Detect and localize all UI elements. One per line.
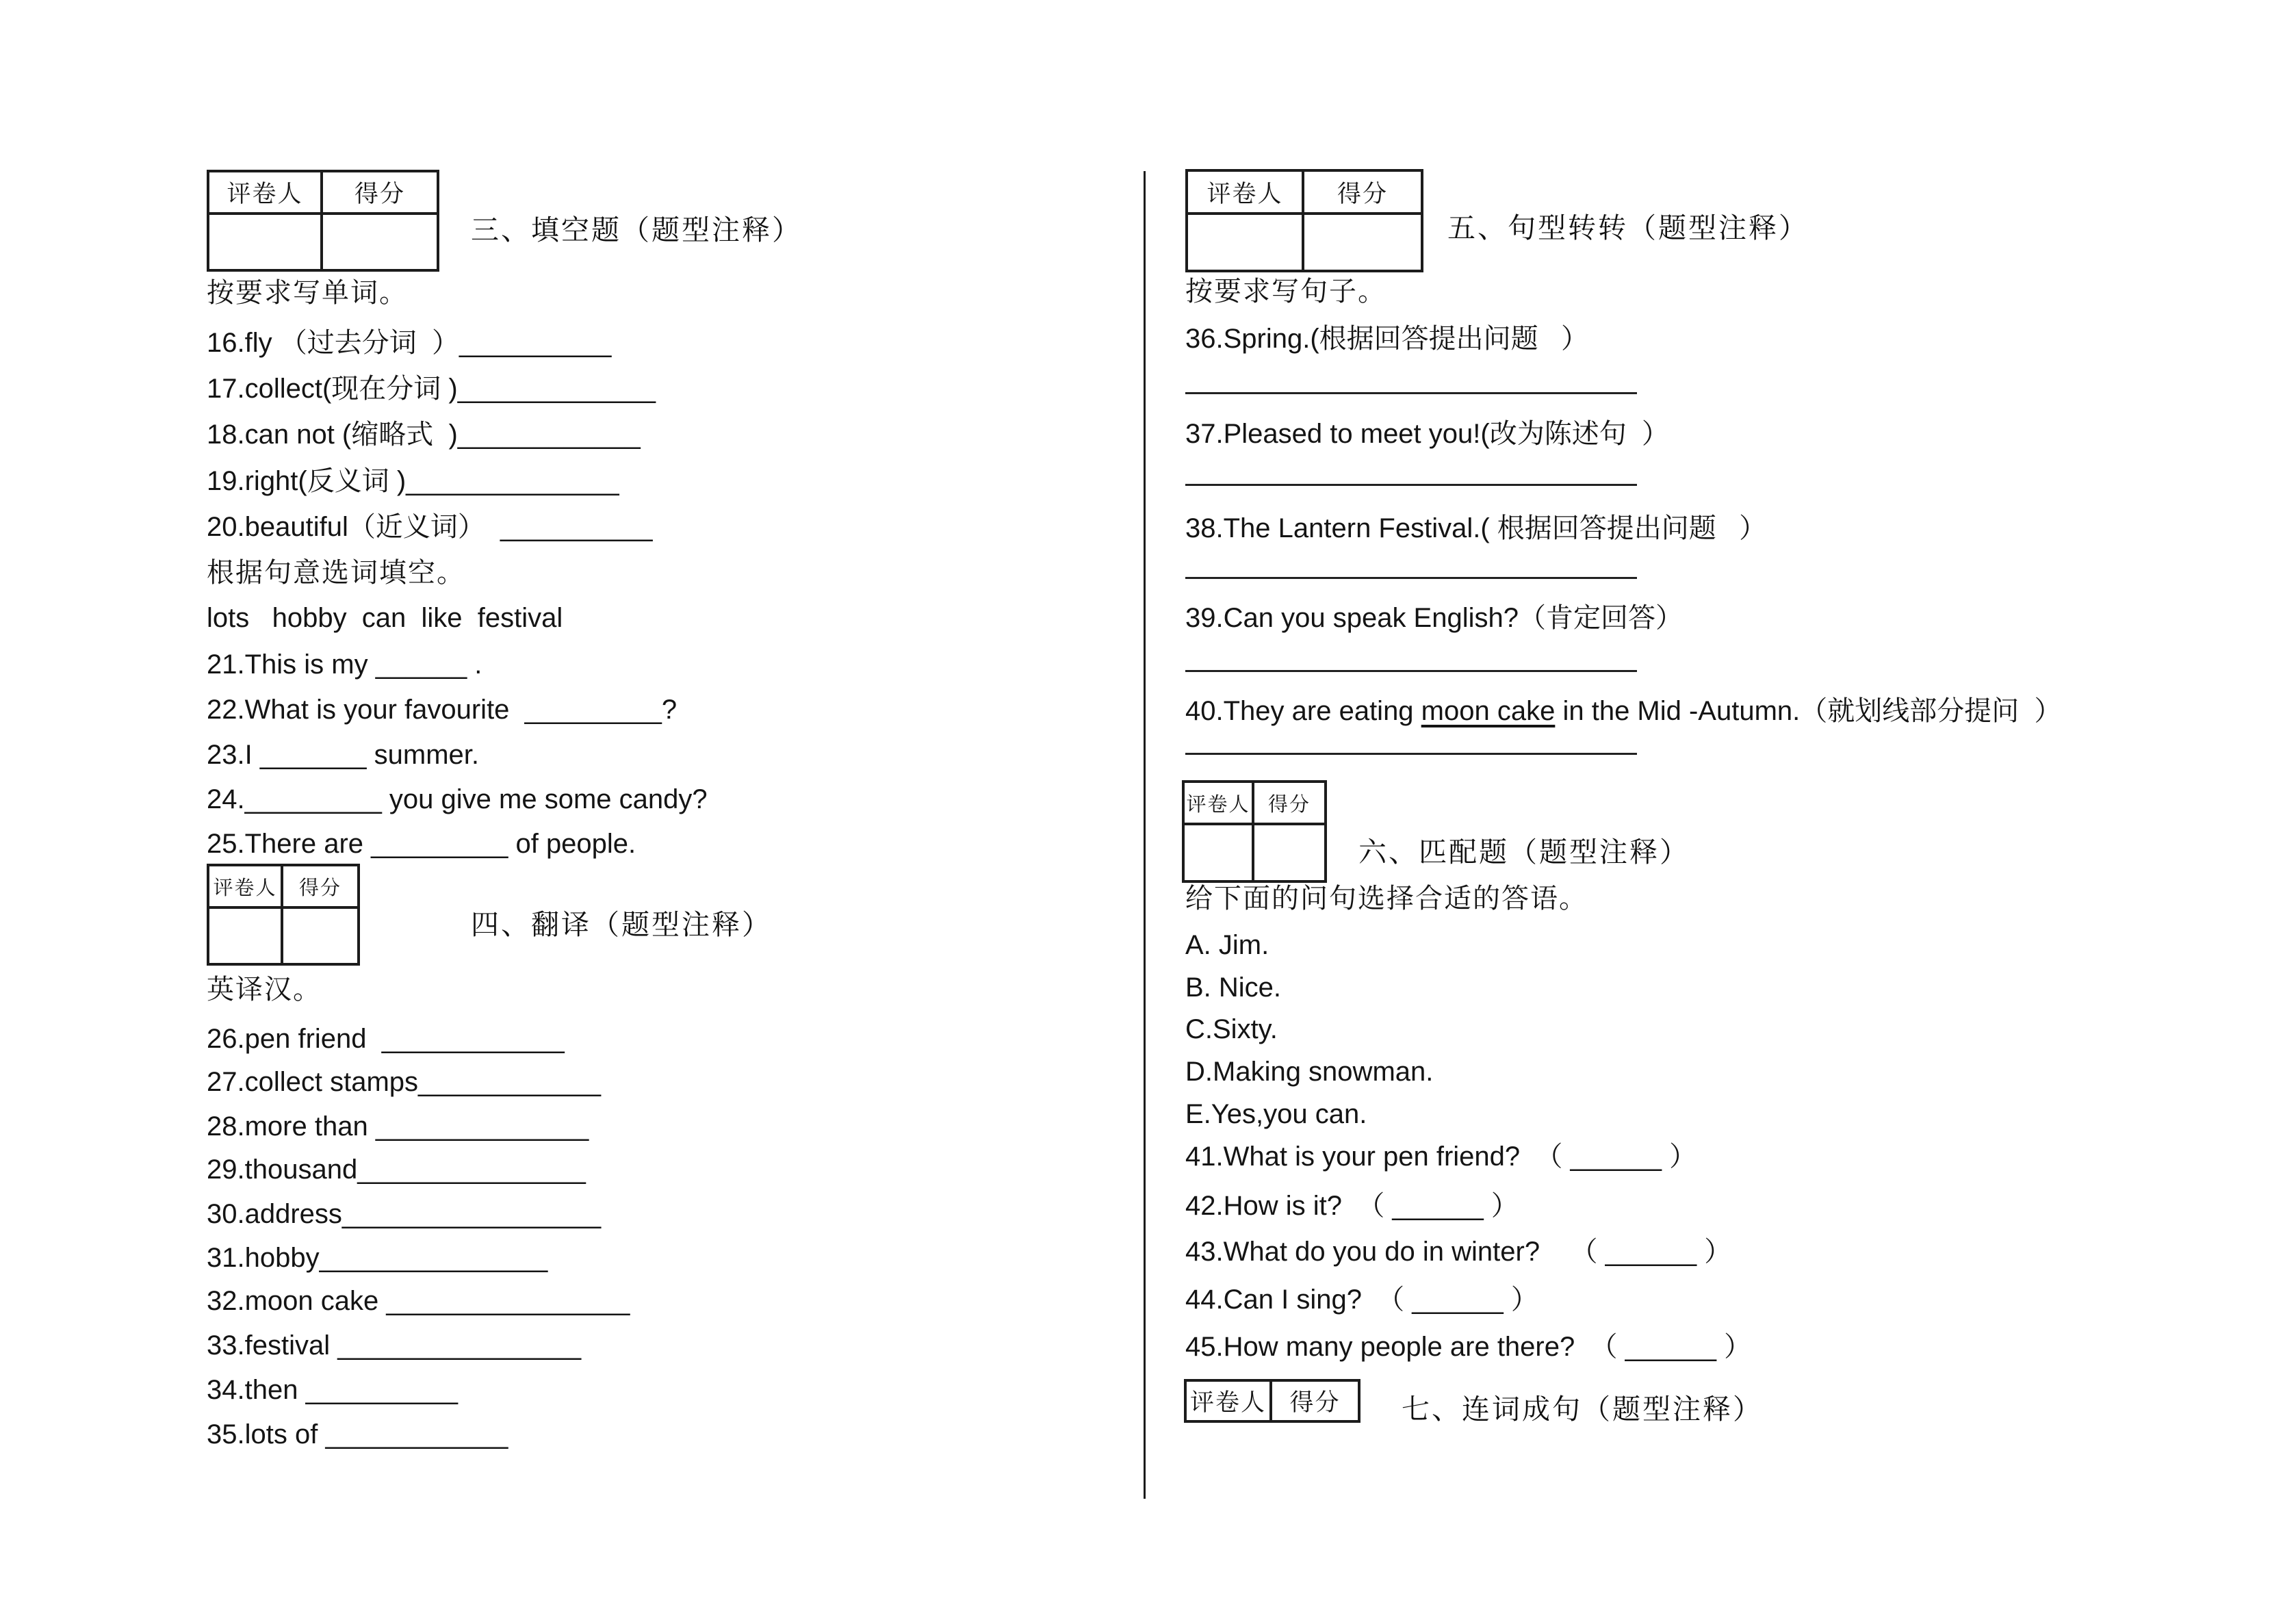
- question-item-30: 30.address_________________: [207, 1199, 602, 1229]
- option-b: B. Nice.: [1185, 972, 1282, 1003]
- word-bank: lots hobby can like festival: [207, 603, 563, 633]
- instruction-matching: 给下面的问句选择合适的答语。: [1185, 884, 1588, 914]
- answer-blank-line-38: [1185, 577, 1637, 579]
- question-item-28: 28.more than ______________: [207, 1111, 589, 1142]
- score-cell-empty: [323, 215, 437, 269]
- option-a: A. Jim.: [1185, 930, 1269, 960]
- score-table: [207, 864, 360, 966]
- column-divider: [1144, 171, 1146, 1499]
- score-label: 得分: [1289, 1389, 1341, 1416]
- question-item-36: 36.Spring.(根据回答提出问题 ）: [1185, 324, 1589, 354]
- score-table: [207, 170, 439, 272]
- instruction-choose-words: 根据句意选词填空。: [207, 558, 465, 588]
- option-d: D.Making snowman.: [1185, 1057, 1434, 1087]
- instruction-en-to-cn: 英译汉。: [207, 975, 322, 1005]
- question-item-23: 23.I _______ summer.: [207, 740, 480, 770]
- option-c: C.Sixty.: [1185, 1014, 1278, 1044]
- question-item-17: 17.collect(现在分词 )_____________: [207, 374, 656, 404]
- question-item-39: 39.Can you speak English?（肯定回答）: [1185, 603, 1683, 633]
- question-item-43: 43.What do you do in winter? （ ______ ）: [1185, 1237, 1732, 1267]
- question-item-27: 27.collect stamps____________: [207, 1067, 601, 1097]
- question-item-33: 33.festival ________________: [207, 1330, 582, 1361]
- question-item-35: 35.lots of ____________: [207, 1419, 508, 1449]
- question-item-19: 19.right(反义词 )______________: [207, 466, 619, 496]
- question-item-25: 25.There are _________ of people.: [207, 829, 636, 859]
- section-five-title: 五、句型转转（题型注释）: [1447, 212, 1809, 244]
- grader-label: 评卷人: [209, 172, 323, 212]
- score-label: 得分: [354, 181, 405, 207]
- grader-cell-empty: [1185, 825, 1254, 880]
- question-item-24: 24._________ you give me some candy?: [207, 784, 708, 814]
- section-seven-title: 七、连词成句（题型注释）: [1402, 1393, 1763, 1425]
- question-item-34: 34.then __________: [207, 1375, 459, 1405]
- score-cell-empty: [1254, 825, 1324, 880]
- score-label: 得分: [298, 877, 341, 899]
- question-item-32: 32.moon cake ________________: [207, 1286, 630, 1316]
- answer-blank-line-40: [1185, 753, 1637, 755]
- score-label: 得分: [1267, 793, 1311, 816]
- question-item-44: 44.Can I sing? （ ______ ）: [1185, 1285, 1538, 1315]
- grader-cell-empty: [209, 215, 323, 269]
- item-40-pre: 40.They are eating: [1185, 696, 1421, 726]
- score-table: [1182, 780, 1327, 883]
- instruction-write-words: 按要求写单词。: [207, 278, 408, 308]
- answer-blank-line-39: [1185, 670, 1637, 672]
- question-item-22: 22.What is your favourite _________?: [207, 695, 678, 725]
- grader-label: 评卷人: [1188, 172, 1304, 212]
- score-label: 得分: [1337, 180, 1388, 207]
- question-item-18: 18.can not (缩略式 )____________: [207, 420, 641, 450]
- question-item-40: [1185, 695, 2062, 727]
- question-item-45: 45.How many people are there? （ ______ ）: [1185, 1332, 1752, 1362]
- section-four-title: 四、翻译（题型注释）: [471, 909, 772, 940]
- grader-cell-empty: [209, 909, 283, 963]
- grader-label: 评卷人: [1187, 1382, 1272, 1420]
- question-item-42: 42.How is it? （ ______ ）: [1185, 1191, 1519, 1221]
- question-item-26: 26.pen friend ____________: [207, 1024, 565, 1054]
- option-e: E.Yes,you can.: [1185, 1099, 1367, 1129]
- grader-cell-empty: [1188, 215, 1304, 270]
- section-six-title: 六、匹配题（题型注释）: [1358, 836, 1690, 868]
- score-cell-empty: [283, 909, 357, 963]
- question-item-29: 29.thousand_______________: [207, 1155, 586, 1185]
- answer-blank-line-37: [1185, 484, 1637, 486]
- instruction-write-sentences: 按要求写句子。: [1185, 276, 1386, 307]
- section-three-title: 三、填空题（题型注释）: [471, 214, 802, 246]
- grader-label: 评卷人: [1185, 783, 1254, 823]
- question-item-41: 41.What is your pen friend? （ ______ ）: [1185, 1142, 1697, 1172]
- item-40-post: in the Mid -Autumn.（就划线部分提问 ）: [1555, 696, 2062, 726]
- item-40-underlined-phrase: moon cake: [1421, 696, 1556, 726]
- score-table: [1185, 169, 1423, 272]
- question-item-38: 38.The Lantern Festival.( 根据回答提出问题 ）: [1185, 513, 1767, 543]
- question-item-16: 16.fly （过去分词 ）__________: [207, 328, 612, 358]
- question-item-21: 21.This is my ______ .: [207, 649, 482, 680]
- score-table: [1184, 1379, 1360, 1423]
- question-item-37: 37.Pleased to meet you!(改为陈述句 ）: [1185, 419, 1669, 449]
- answer-blank-line-36: [1185, 392, 1637, 394]
- grader-label: 评卷人: [209, 866, 283, 906]
- score-cell-empty: [1304, 215, 1421, 270]
- question-item-20: 20.beautiful（近义词） __________: [207, 512, 653, 542]
- question-item-31: 31.hobby_______________: [207, 1243, 548, 1273]
